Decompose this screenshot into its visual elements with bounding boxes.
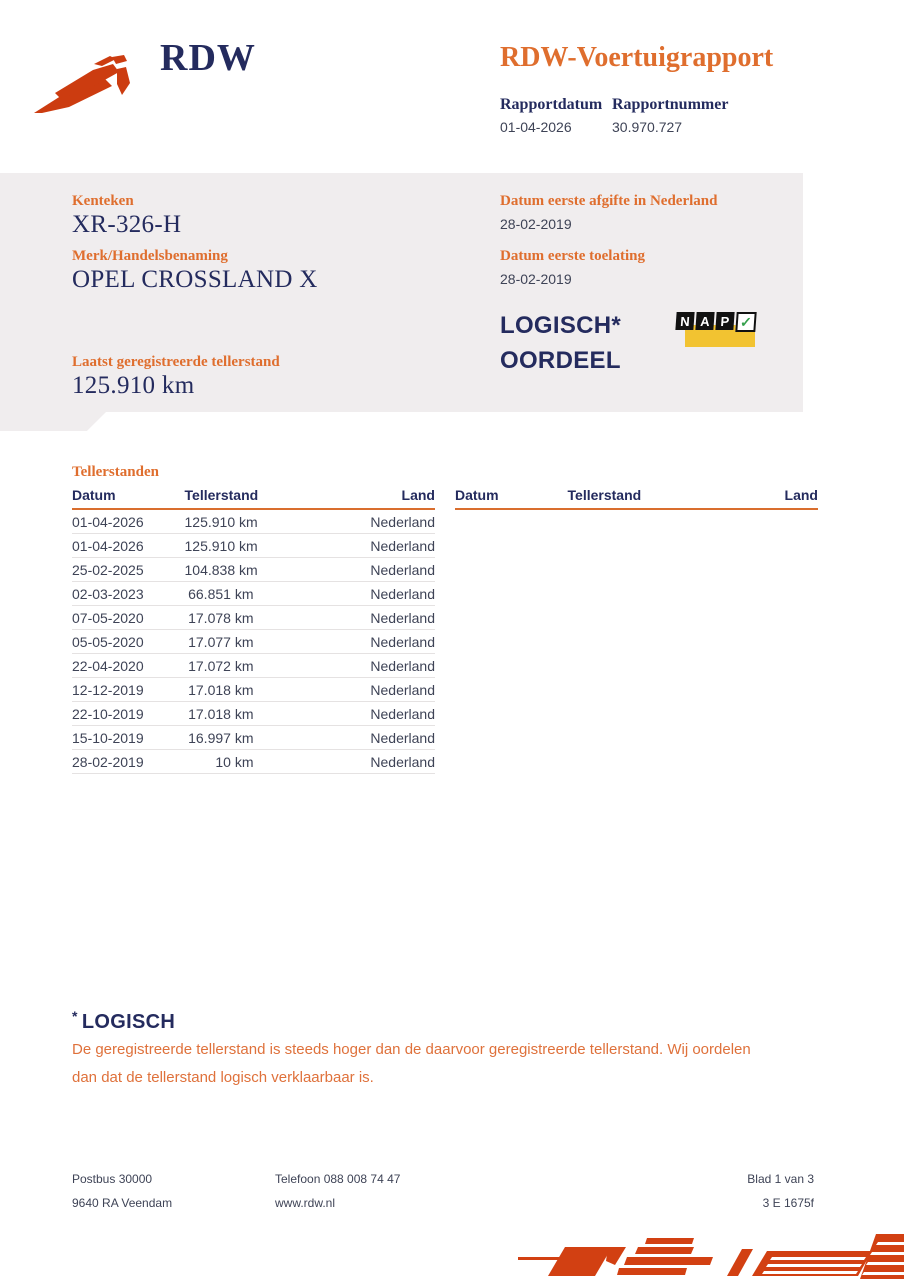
cell-datum: 05-05-2020 — [72, 630, 185, 654]
nap-letter-n: N — [675, 312, 694, 330]
cell-datum: 01-04-2026 — [72, 534, 185, 558]
laatste-tellerstand-value: 125.910 km — [72, 372, 195, 399]
cell-datum: 22-04-2020 — [72, 654, 185, 678]
cell-land: Nederland — [253, 558, 435, 582]
cell-tellerstand: 125.910 km — [185, 509, 254, 534]
table-row — [72, 509, 435, 534]
report-date-value: 01-04-2026 — [500, 119, 572, 135]
cell-tellerstand: 104.838 km — [185, 558, 254, 582]
rdw-wordmark: RDW — [160, 37, 256, 79]
cell-datum: 02-03-2023 — [72, 582, 185, 606]
footnote-heading — [72, 1008, 175, 1034]
table-row — [72, 606, 435, 630]
cell-land: Nederland — [253, 582, 435, 606]
cell-datum: 12-12-2019 — [72, 678, 185, 702]
footnote-body: De geregistreerde tellerstand is steeds hoger dan de daarvoor geregistreerde tellerstand. Wij oordelen dan dat de tellerstand logisch verklaarbaar is. — [72, 1041, 751, 1086]
col-header-tellerstand: Tellerstand — [568, 487, 637, 509]
summary-panel-tail — [0, 412, 106, 431]
toelating-label: Datum eerste toelating — [500, 248, 645, 264]
col-header-land: Land — [253, 487, 435, 509]
table-row — [72, 654, 435, 678]
cell-tellerstand: 17.018 km — [185, 678, 254, 702]
cell-land: Nederland — [253, 509, 435, 534]
afgifte-value: 28-02-2019 — [500, 216, 572, 232]
nap-letter-p: P — [715, 312, 734, 330]
cell-land: Nederland — [253, 726, 435, 750]
cell-datum: 01-04-2026 — [72, 509, 185, 534]
bottom-wing-graphic-icon — [480, 1234, 904, 1280]
cell-land: Nederland — [253, 534, 435, 558]
col-header-tellerstand: Tellerstand — [185, 487, 254, 509]
cell-tellerstand: 17.077 km — [185, 630, 254, 654]
merk-value: OPEL CROSSLAND X — [72, 266, 318, 293]
cell-datum: 07-05-2020 — [72, 606, 185, 630]
col-header-datum: Datum — [455, 487, 568, 509]
toelating-value: 28-02-2019 — [500, 271, 572, 287]
rdw-feather-logo-icon — [33, 55, 145, 115]
oordeel-line2: OORDEEL — [500, 347, 621, 374]
kenteken-label: Kenteken — [72, 193, 134, 209]
table-row — [72, 702, 435, 726]
afgifte-label: Datum eerste afgifte in Nederland — [500, 193, 718, 209]
footer-website: www.rdw.nl — [275, 1196, 336, 1210]
cell-tellerstand: 66.851 km — [185, 582, 254, 606]
footer-plaats: 9640 RA Veendam — [72, 1196, 173, 1210]
tellerstanden-table-right — [455, 487, 818, 510]
cell-land: Nederland — [253, 654, 435, 678]
table-row — [72, 726, 435, 750]
footer-telefoon: Telefoon 088 008 74 47 — [275, 1172, 401, 1186]
cell-tellerstand: 17.018 km — [185, 702, 254, 726]
nap-check-icon: ✓ — [735, 312, 756, 332]
col-header-datum: Datum — [72, 487, 185, 509]
cell-datum: 25-02-2025 — [72, 558, 185, 582]
report-number-value: 30.970.727 — [612, 119, 683, 135]
table-row — [72, 558, 435, 582]
oordeel-line1: LOGISCH* — [500, 312, 622, 339]
cell-tellerstand: 125.910 km — [185, 534, 254, 558]
cell-tellerstand: 17.072 km — [185, 654, 254, 678]
cell-land: Nederland — [253, 630, 435, 654]
merk-label: Merk/Handelsbenaming — [72, 248, 228, 264]
cell-tellerstand: 17.078 km — [185, 606, 254, 630]
kenteken-value: XR-326-H — [72, 211, 182, 238]
table-row — [72, 678, 435, 702]
cell-tellerstand: 16.997 km — [185, 726, 254, 750]
nap-letter-a: A — [695, 312, 714, 330]
table-row — [72, 582, 435, 606]
footnote-asterisk: * — [72, 1008, 78, 1024]
laatste-tellerstand-label: Laatst geregistreerde tellerstand — [72, 354, 280, 370]
cell-land: Nederland — [253, 606, 435, 630]
footer-doc-code: 3 E 1675f — [762, 1196, 814, 1210]
table-row — [72, 534, 435, 558]
cell-tellerstand: 10 km — [185, 750, 254, 774]
col-header-land: Land — [636, 487, 818, 509]
cell-land: Nederland — [253, 678, 435, 702]
cell-datum: 28-02-2019 — [72, 750, 185, 774]
cell-land: Nederland — [253, 750, 435, 774]
footnote-title: LOGISCH — [81, 1011, 176, 1033]
footer-postbus: Postbus 30000 — [72, 1172, 153, 1186]
report-number-label: Rapportnummer — [612, 96, 729, 113]
page-title: RDW-Voertuigrapport — [500, 42, 774, 73]
report-date-label: Rapportdatum — [500, 96, 603, 113]
tellerstanden-table-left — [72, 487, 435, 774]
cell-land: Nederland — [253, 702, 435, 726]
cell-datum: 22-10-2019 — [72, 702, 185, 726]
tellerstanden-title: Tellerstanden — [72, 464, 159, 480]
table-row — [72, 630, 435, 654]
cell-datum: 15-10-2019 — [72, 726, 185, 750]
nap-logo — [676, 312, 760, 352]
table-row — [72, 750, 435, 774]
oordeel-verdict — [500, 308, 621, 378]
footer-page-number: Blad 1 van 3 — [747, 1172, 814, 1186]
